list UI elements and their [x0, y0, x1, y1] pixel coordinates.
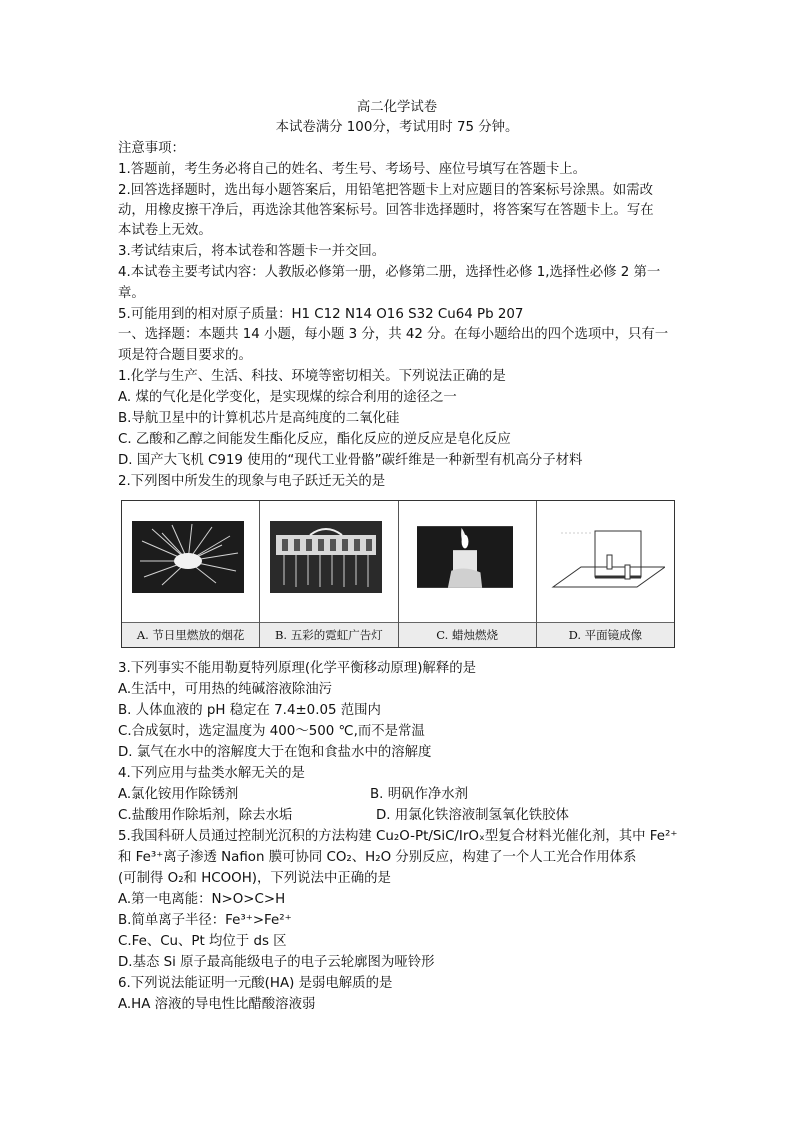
- notice-line: 动，用橡皮擦干净后，再选涂其他答案标号。回答非选择题时，将答案写在答题卡上。写在: [118, 203, 654, 218]
- question-4-stem: 4.下列应用与盐类水解无关的是: [118, 766, 305, 781]
- plane-mirror-diagram: [549, 521, 665, 593]
- question-6-stem: 6.下列说法能证明一元酸(HA) 是弱电解质的是: [118, 976, 393, 991]
- question-4-option-d: D. 用氯化铁溶液制氢氧化铁胶体: [376, 808, 569, 823]
- candle-image: [417, 521, 513, 593]
- question-6-option: A.HA 溶液的导电性比醋酸溶液弱: [118, 997, 316, 1012]
- question-1-option: D. 国产大飞机 C919 使用的“现代工业骨骼”碳纤维是一种新型有机高分子材料: [118, 453, 583, 468]
- notice-line: 本试卷上无效。: [118, 223, 212, 238]
- section-heading: 项是符合题目要求的。: [118, 348, 252, 363]
- question-4-option-b: B. 明矾作净水剂: [370, 787, 469, 802]
- question-4-option-a: A.氯化铵用作除锈剂: [118, 787, 239, 802]
- notice-line: 4.本试卷主要考试内容：人教版必修第一册，必修第二册，选择性必修 1,选择性必修 2 第一: [118, 265, 661, 280]
- page-subtitle: 本试卷满分 100分，考试用时 75 分钟。: [275, 120, 519, 135]
- question-1-option: C. 乙酸和乙醇之间能发生酯化反应，酯化反应的逆反应是皂化反应: [118, 432, 511, 447]
- question-3-option: B. 人体血液的 pH 稳定在 7.4±0.05 范围内: [118, 703, 381, 718]
- page-title: 高二化学试卷: [356, 100, 438, 115]
- notice-heading: 注意事项：: [118, 141, 185, 156]
- caption-b: B. 五彩的霓虹广告灯: [260, 622, 397, 647]
- section-heading: 一、选择题：本题共 14 小题，每小题 3 分，共 42 分。在每小题给出的四个选项中，只有一: [118, 327, 669, 342]
- notice-line: 章。: [118, 286, 145, 301]
- figure-panel-mirror: [537, 501, 674, 647]
- figure-panel-neon: [260, 501, 398, 647]
- figure-panel-candle: [399, 501, 537, 647]
- question-1-stem: 1.化学与生产、生活、科技、环境等密切相关。下列说法正确的是: [118, 369, 506, 384]
- question-5-stem: 和 Fe³⁺离子渗透 Nafion 膜可协同 CO₂、H₂O 分别反应，构建了一个人工光合作用体系: [118, 850, 637, 865]
- question-5-option: D.基态 Si 原子最高能级电子的电子云轮廓图为哑铃形: [118, 955, 435, 970]
- question-1-option: B.导航卫星中的计算机芯片是高纯度的二氧化硅: [118, 411, 400, 426]
- question-2-stem: 2.下列图中所发生的现象与电子跃迁无关的是: [118, 474, 386, 489]
- question-3-stem: 3.下列事实不能用勒夏特列原理(化学平衡移动原理)解释的是: [118, 661, 476, 676]
- question-3-option: A.生活中，可用热的纯碱溶液除油污: [118, 682, 333, 697]
- question-5-option: C.Fe、Cu、Pt 均位于 ds 区: [118, 934, 287, 949]
- notice-line: 5.可能用到的相对原子质量：H1 C12 N14 O16 S32 Cu64 Pb 207: [118, 307, 524, 322]
- caption-d: D. 平面镜成像: [537, 622, 674, 647]
- question-5-stem: 5.我国科研人员通过控制光沉积的方法构建 Cu₂O-Pt/SiC/IrOₓ型复合材料光催化剂，其中 Fe²⁺: [118, 829, 678, 844]
- question-5-option: A.第一电离能：N>O>C>H: [118, 892, 286, 907]
- question-3-option: C.合成氨时，选定温度为 400～500 ℃,而不是常温: [118, 724, 425, 739]
- question-2-figure: [121, 500, 675, 648]
- question-1-option: A. 煤的气化是化学变化，是实现煤的综合利用的途径之一: [118, 390, 457, 405]
- caption-c: C. 蜡烛燃烧: [399, 622, 536, 647]
- fireworks-image: [132, 521, 244, 593]
- question-5-option: B.简单离子半径：Fe³⁺>Fe²⁺: [118, 913, 292, 928]
- notice-line: 1.答题前，考生务必将自己的姓名、考生号、考场号、座位号填写在答题卡上。: [118, 162, 587, 177]
- notice-line: 2.回答选择题时，选出每小题答案后，用铅笔把答题卡上对应题目的答案标号涂黑。如需改: [118, 183, 654, 198]
- question-4-option-c: C.盐酸用作除垢剂，除去水垢: [118, 808, 293, 823]
- caption-a: A. 节日里燃放的烟花: [122, 622, 259, 647]
- notice-line: 3.考试结束后，将本试卷和答题卡一并交回。: [118, 244, 386, 259]
- figure-panel-fireworks: [122, 501, 260, 647]
- question-3-option: D. 氯气在水中的溶解度大于在饱和食盐水中的溶解度: [118, 745, 432, 760]
- question-5-stem: (可制得 O₂和 HCOOH)，下列说法中正确的是: [118, 871, 391, 886]
- neon-sign-image: [270, 521, 382, 593]
